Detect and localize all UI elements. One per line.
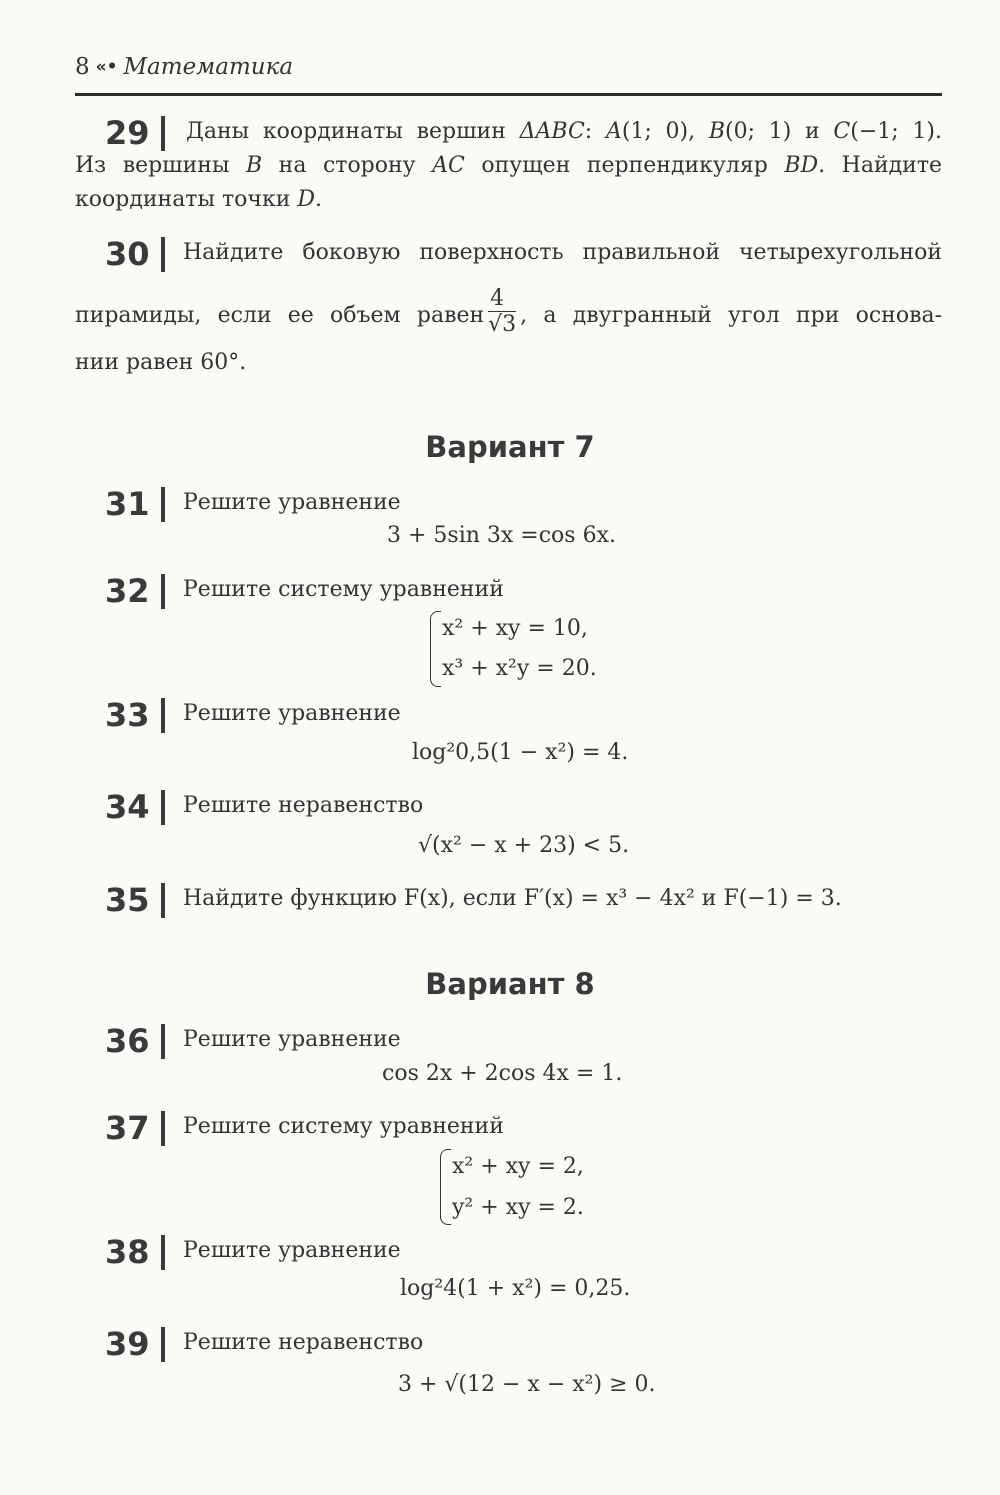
problem-number-36: 36 — [105, 1022, 150, 1060]
problem-30-line-2: пирамиды, если ее объем равен $\frac{4}{√3}$ , а двугранный угол при основа- — [75, 286, 943, 338]
problem-bar-39 — [161, 1327, 165, 1362]
separator-glyph: «• — [95, 57, 118, 77]
problem-bar-37 — [161, 1111, 165, 1146]
problem-number-31: 31 — [105, 485, 150, 523]
problem-number-35: 35 — [105, 881, 150, 919]
page-number: 8 — [75, 54, 90, 80]
problem-35-text: Найдите функцию F(x), если F′(x) = x³ − 4x² и F(−1) = 3. — [183, 886, 842, 911]
problem-34-text: Решите неравенство — [183, 793, 424, 818]
problem-29-line-2: Из вершины B на сторону AC опущен перпендикуляр BD. Найдите — [75, 153, 943, 178]
problem-number-39: 39 — [105, 1325, 150, 1363]
problem-31-equation: 3 + 5sin 3x =cos 6x. — [387, 523, 616, 548]
problem-number-38: 38 — [105, 1233, 150, 1271]
problem-36-equation: cos 2x + 2cos 4x = 1. — [382, 1061, 623, 1086]
problem-number-37: 37 — [105, 1109, 150, 1147]
running-header — [75, 54, 293, 80]
problem-34-equation: √(x² − x + 23) < 5. — [418, 833, 630, 858]
problem-bar-30 — [161, 237, 165, 272]
problem-36-text: Решите уравнение — [183, 1027, 401, 1052]
problem-33-equation: log²0,5(1 − x²) = 4. — [412, 740, 629, 765]
problem-38-equation: log²4(1 + x²) = 0,25. — [400, 1276, 631, 1301]
subject-title: Математика — [123, 54, 294, 80]
problem-32-text: Решите систему уравнений — [183, 577, 504, 602]
problem-number-32: 32 — [105, 572, 150, 610]
system-brace-37 — [440, 1149, 451, 1225]
problem-32-eq-2: x³ + x²y = 20. — [442, 656, 597, 681]
problem-bar-33 — [161, 698, 165, 733]
problem-37-eq-2: y² + xy = 2. — [452, 1195, 584, 1220]
problem-37-eq-1: x² + xy = 2, — [452, 1154, 584, 1179]
problem-38-text: Решите уравнение — [183, 1238, 401, 1263]
problem-29-line-1: Даны координаты вершин ΔABC: A(1; 0), B(0; 1) и C(−1; 1). — [186, 119, 942, 144]
problem-30-line-1: Найдите боковую поверхность правильной четырехугольной — [183, 240, 942, 265]
variant-8-heading: Вариант 8 — [425, 967, 595, 1001]
system-brace-32 — [430, 611, 441, 687]
problem-number-30: 30 — [105, 235, 150, 273]
problem-39-equation: 3 + √(12 − x − x²) ≥ 0. — [398, 1372, 656, 1397]
problem-37-text: Решите систему уравнений — [183, 1114, 504, 1139]
problem-number-29: 29 — [105, 114, 150, 152]
problem-31-text: Решите уравнение — [183, 490, 401, 515]
problem-33-text: Решите уравнение — [183, 701, 401, 726]
problem-bar-35 — [161, 883, 165, 918]
problem-30-line-3: нии равен 60°. — [75, 350, 247, 375]
problem-bar-31 — [161, 487, 165, 522]
problem-bar-38 — [161, 1235, 165, 1270]
header-rule — [75, 93, 942, 96]
problem-bar-32 — [161, 574, 165, 609]
volume-fraction: $\frac{4}{√3}$ — [488, 286, 517, 338]
problem-number-33: 33 — [105, 696, 150, 734]
problem-32-eq-1: x² + xy = 10, — [442, 616, 588, 641]
problem-bar-34 — [161, 790, 165, 825]
problem-number-34: 34 — [105, 788, 150, 826]
variant-7-heading: Вариант 7 — [425, 430, 595, 464]
problem-bar-29 — [161, 116, 165, 151]
problem-39-text: Решите неравенство — [183, 1330, 424, 1355]
problem-bar-36 — [161, 1024, 165, 1059]
problem-29-line-3: координаты точки D. — [75, 187, 322, 212]
